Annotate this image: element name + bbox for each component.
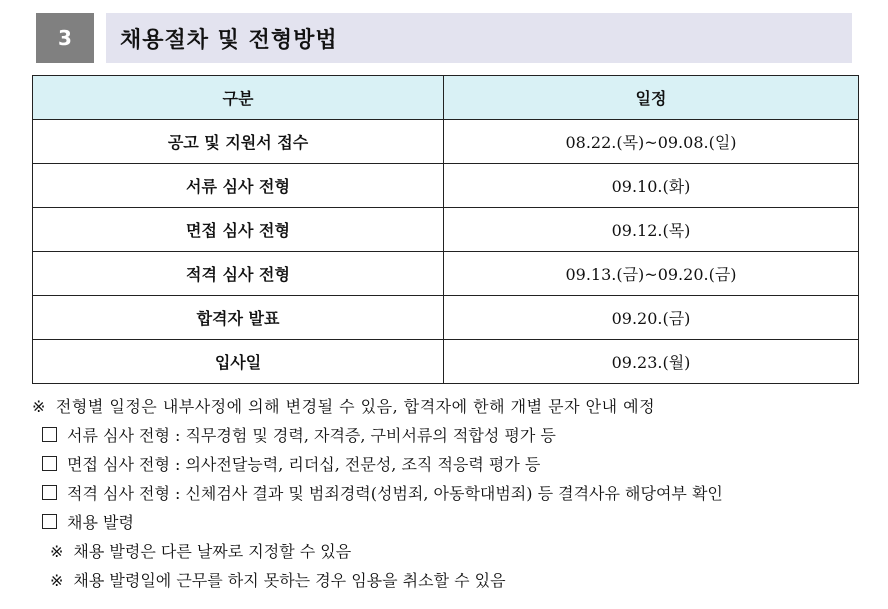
check-item [32,479,862,508]
checkbox-icon [42,485,57,500]
checkbox-icon [42,456,57,471]
section-number-badge: 3 [36,13,94,63]
row-date: 08.22.(목)~09.08.(일) [444,120,859,164]
sub-note [32,537,862,566]
check-item [32,508,862,537]
table-row [33,208,859,252]
sub-note-text: 채용 발령일에 근무를 하지 못하는 경우 임용을 취소할 수 있음 [73,571,506,590]
table-row [33,340,859,384]
note-text: 전형별 일정은 내부사정에 의해 변경될 수 있음, 합격자에 한해 개별 문자 안내 예정 [55,397,656,416]
row-item: 서류 심사 전형 [33,164,444,208]
row-date: 09.13.(금)~09.20.(금) [444,252,859,296]
check-item [32,450,862,479]
row-item: 공고 및 지원서 접수 [33,120,444,164]
table-row [33,120,859,164]
reference-mark-icon: ※ [50,571,64,590]
section-title: 채용절차 및 전형방법 [120,27,338,53]
row-item: 면접 심사 전형 [33,208,444,252]
sub-note-text: 채용 발령은 다른 날짜로 지정할 수 있음 [73,542,352,561]
row-date: 09.12.(목) [444,208,859,252]
section-header [36,13,852,63]
check-item-text: 서류 심사 전형 : 직무경험 및 경력, 자격증, 구비서류의 적합성 평가 등 [67,426,556,445]
row-item: 입사일 [33,340,444,384]
notes-section [32,392,862,595]
check-item-text: 면접 심사 전형 : 의사전달능력, 리더십, 전문성, 조직 적응력 평가 등 [67,455,541,474]
check-item-text: 채용 발령 [67,513,134,532]
column-header-category: 구분 [33,76,444,120]
schedule-table [32,75,859,384]
reference-mark-icon: ※ [32,397,46,416]
row-date: 09.10.(화) [444,164,859,208]
column-header-schedule: 일정 [444,76,859,120]
check-item-text: 적격 심사 전형 : 신체검사 결과 및 범죄경력(성범죄, 아동학대범죄) 등 결격사유 해당여부 확인 [67,484,723,503]
row-date: 09.23.(월) [444,340,859,384]
reference-mark-icon: ※ [50,542,64,561]
check-item [32,421,862,450]
table-header-row [33,76,859,120]
row-item: 합격자 발표 [33,296,444,340]
checkbox-icon [42,514,57,529]
table-row [33,252,859,296]
section-title-bar [106,13,852,63]
sub-note [32,566,862,595]
table-row [33,296,859,340]
checkbox-icon [42,427,57,442]
table-row [33,164,859,208]
row-date: 09.20.(금) [444,296,859,340]
row-item: 적격 심사 전형 [33,252,444,296]
schedule-change-note [32,392,862,421]
